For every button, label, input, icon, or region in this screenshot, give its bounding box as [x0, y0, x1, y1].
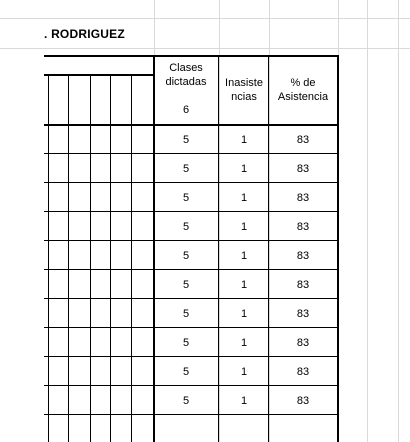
- table-top-border: [44, 55, 338, 57]
- row-inasistencias-cell[interactable]: 1: [240, 337, 248, 349]
- header-inasistencias-line2: ncias: [231, 91, 257, 103]
- row-inasistencias-cell[interactable]: 1: [240, 366, 248, 378]
- column-border: [68, 74, 69, 442]
- row-border: [44, 182, 338, 183]
- header-inasistencias[interactable]: [219, 76, 269, 104]
- row-inasistencias-cell[interactable]: 1: [240, 134, 248, 146]
- row-inasistencias-cell[interactable]: 1: [240, 308, 248, 320]
- row-asistencia-cell[interactable]: 83: [296, 279, 310, 291]
- row-border: [44, 356, 338, 357]
- row-clases-cell[interactable]: 5: [182, 279, 190, 291]
- row-clases-cell[interactable]: 5: [182, 308, 190, 320]
- row-asistencia-cell[interactable]: 83: [296, 134, 310, 146]
- header-clases[interactable]: [155, 61, 217, 89]
- column-border: [110, 74, 111, 442]
- row-clases-cell[interactable]: 5: [182, 337, 190, 349]
- row-asistencia-cell[interactable]: 83: [296, 366, 310, 378]
- left-header-border: [44, 74, 154, 76]
- header-clases-line1: Clases: [169, 62, 203, 74]
- column-border: [337, 55, 339, 442]
- header-clases-total[interactable]: 6: [182, 104, 190, 116]
- row-inasistencias-cell[interactable]: 1: [240, 279, 248, 291]
- header-asistencia-line1: % de: [290, 77, 316, 89]
- row-asistencia-cell[interactable]: 83: [296, 221, 310, 233]
- row-inasistencias-cell[interactable]: 1: [240, 163, 248, 175]
- row-asistencia-cell[interactable]: 83: [296, 308, 310, 320]
- row-inasistencias-cell[interactable]: 1: [240, 192, 248, 204]
- row-asistencia-cell[interactable]: 83: [296, 337, 310, 349]
- student-name-title[interactable]: . RODRIGUEZ: [44, 27, 125, 41]
- row-inasistencias-cell[interactable]: 1: [240, 395, 248, 407]
- header-asistencia[interactable]: [269, 76, 337, 104]
- column-border: [90, 74, 91, 442]
- row-border: [44, 153, 338, 154]
- row-asistencia-cell[interactable]: 83: [296, 250, 310, 262]
- row-border: [44, 327, 338, 328]
- row-clases-cell[interactable]: 5: [182, 395, 190, 407]
- row-clases-cell[interactable]: 5: [182, 192, 190, 204]
- row-clases-cell[interactable]: 5: [182, 366, 190, 378]
- row-asistencia-cell[interactable]: 83: [296, 163, 310, 175]
- header-asistencia-line2: Asistencia: [277, 91, 329, 103]
- row-clases-cell[interactable]: 5: [182, 134, 190, 146]
- gridline: [0, 48, 410, 49]
- gridline: [398, 0, 399, 442]
- row-border: [44, 414, 338, 415]
- header-bottom-border: [44, 124, 338, 126]
- row-border: [44, 385, 338, 386]
- row-border: [44, 269, 338, 270]
- row-clases-cell[interactable]: 5: [182, 163, 190, 175]
- column-border: [131, 74, 132, 442]
- row-border: [44, 211, 338, 212]
- gridline: [0, 18, 410, 19]
- row-inasistencias-cell[interactable]: 1: [240, 250, 248, 262]
- gridline: [367, 0, 368, 442]
- row-asistencia-cell[interactable]: 83: [296, 395, 310, 407]
- row-border: [44, 240, 338, 241]
- row-inasistencias-cell[interactable]: 1: [240, 221, 248, 233]
- row-clases-cell[interactable]: 5: [182, 250, 190, 262]
- column-border: [48, 74, 49, 442]
- header-clases-line2: dictadas: [165, 76, 207, 88]
- header-inasistencias-line1: Inasiste: [225, 77, 263, 89]
- row-asistencia-cell[interactable]: 83: [296, 192, 310, 204]
- row-clases-cell[interactable]: 5: [182, 221, 190, 233]
- row-border: [44, 298, 338, 299]
